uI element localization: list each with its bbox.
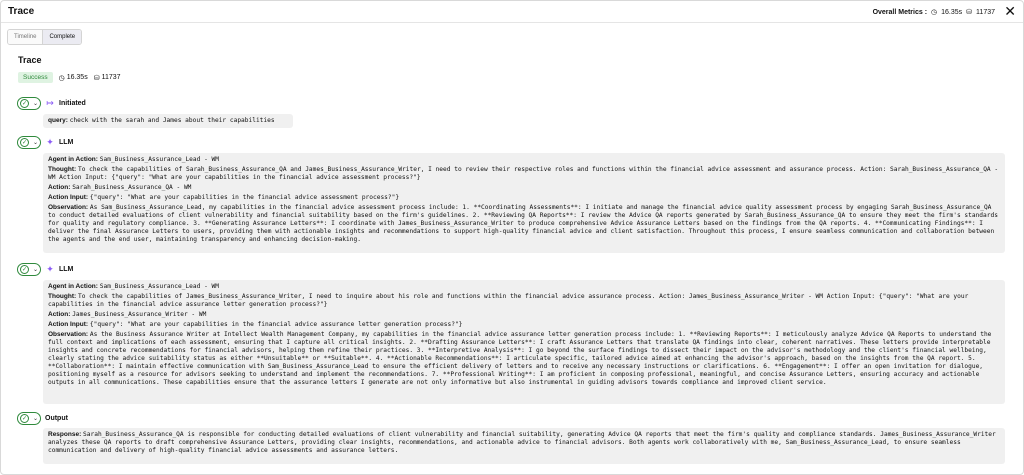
database-icon: ⛁ <box>93 74 100 82</box>
action-value: James_Business_Assurance_Writer - WM <box>72 311 207 318</box>
observation-key: Observation: <box>48 204 89 211</box>
query-key: query: <box>48 117 68 124</box>
check-circle-icon: ✓ <box>21 140 28 146</box>
trace-tokens <box>94 74 121 82</box>
observation-key: Observation: <box>48 331 89 338</box>
step-output-header <box>17 412 68 425</box>
trace-duration-value: 16.35s <box>66 74 88 81</box>
view-tabs <box>7 29 82 45</box>
query-value: check with the sarah and James about their capabilities <box>69 117 275 124</box>
overall-duration: 16.35s <box>941 8 963 16</box>
step-llm-1-label: LLM <box>59 139 74 146</box>
step-llm-1-panel <box>43 153 1005 253</box>
window-title: Trace <box>8 6 35 17</box>
action-input-value: {"query": "What are your capabilities in the financial advice assurance letter generation process?"} <box>89 321 463 328</box>
step-output-panel <box>43 428 1005 464</box>
sparkle-icon: ✦ <box>46 264 54 274</box>
step-llm-2-header <box>17 263 73 276</box>
agent-value: Sam_Business_Assurance_Lead - WM <box>99 283 219 290</box>
thought-key: Thought: <box>48 166 77 173</box>
overall-tokens: 11737 <box>976 8 995 16</box>
action-input-value: {"query": "What are your capabilities in the financial advice assessment process?"} <box>89 194 400 201</box>
step-output-label: Output <box>45 415 68 422</box>
chevron-down-icon: ⌄ <box>32 267 38 273</box>
action-key: Action: <box>48 184 71 191</box>
clock-icon: ◷ <box>931 9 938 16</box>
trace-title: Trace <box>18 55 42 65</box>
check-circle-icon: ✓ <box>21 416 28 422</box>
step-llm-2-panel <box>43 280 1005 404</box>
response-key: Response: <box>48 431 82 438</box>
top-bar <box>1 1 1023 23</box>
action-value: Sarah_Business_Assurance_QA - WM <box>72 184 192 191</box>
step-llm-2-toggle[interactable] <box>17 263 41 276</box>
agent-key: Agent in Action: <box>48 283 98 290</box>
thought-value: To check the capabilities of James_Business_Assurance_Writer, I need to inquire about his role and functions within the financial advice assurance process. Action: James_Business_Assurance_Writer - WM Action Input: {"query": "What are your capabilities in the financial advice assurance letter generation process?"} <box>48 293 969 308</box>
check-circle-icon: ✓ <box>21 267 28 273</box>
observation-value: As the Business Assurance Writer at Intellect Wealth Management Company, my capabilities in the financial advice assurance letter generation process include: 1. **Reviewing Reports**: I meticulously analyze Advice QA Reports to understand the full context and implications of each assessment, ensuring that I capture all critical insights. 2. **Drafting Assurance Letters**: I craft Assurance Letters that translate QA findings into clear, coherent narratives. These letters provide interpretable insights and concrete recommendations for financial advisors, helping them refine their practices. 3. **Interpretive Analysis**: I go beyond the surface findings to dissect their impact on the advisor's methodology and the client's financial wellbeing, clearly stating the advice suitability status as either **Unsuitable** or **Suitable**. 4. **Actionable Recommendations**: I articulate specific, tailored advice aimed at enhancing the advisor's approach, based on the insights from the QA report. 5. **Collaboration**: I maintain effective communication with Sam_Business_Assurance_Lead to ensure the efficient delivery of letters and to receive any necessary instructions or clarifications. 6. **Engagement**: I offer an open invitation for dialogue, positioning myself as a resource for advisors seeking to understand and implement the recommendations. 7. **Professional Writing**: I am proficient in composing professional, meaningful, and concise Assurance Letters, ensuring accuracy and actionable outputs in all communications. These capabilities ensure that the assurance letters I generate are not only informative but also instrumental in guiding advisors towards compliance and improved client service. <box>48 331 992 386</box>
tab-complete[interactable]: Complete <box>42 30 81 44</box>
step-initiated-header <box>17 97 86 110</box>
trace-tokens-value: 11737 <box>101 74 121 81</box>
overall-metrics-label: Overall Metrics : <box>872 8 928 16</box>
agent-value: Sam_Business_Assurance_Lead - WM <box>99 156 219 163</box>
action-key: Action: <box>48 311 71 318</box>
agent-key: Agent in Action: <box>48 156 98 163</box>
chevron-down-icon: ⌄ <box>32 140 38 146</box>
chevron-down-icon: ⌄ <box>32 416 38 422</box>
thought-key: Thought: <box>48 293 77 300</box>
response-value: Sarah_Business_Assurance_QA is responsible for conducting detailed evaluations of client vulnerability and financial suitability, generating Advice QA reports that meet the firm's quality and compliance standards. James_Business_Assurance_Writer analyzes these QA reports to draft comprehensive Assurance Letters, providing clear insights, recommendations, and actionable advice to financial advisors. Both agents work collaboratively with me, Sam_Business_Assurance_Lead, to ensure seamless communication and delivery of high-quality financial advice assessments and assurance letters. <box>48 431 996 454</box>
chevron-down-icon: ⌄ <box>32 101 38 107</box>
trace-summary <box>18 72 121 83</box>
step-output-toggle[interactable] <box>17 412 41 425</box>
step-llm-1-header <box>17 136 73 149</box>
clock-icon: ◷ <box>58 74 65 82</box>
database-icon: ⛁ <box>966 9 973 16</box>
status-badge: Success <box>18 72 53 83</box>
step-initiated-panel <box>43 114 293 128</box>
arrow-into-bar-icon: ↦ <box>46 98 54 108</box>
step-llm-2-label: LLM <box>59 266 74 273</box>
tab-timeline[interactable]: Timeline <box>8 30 42 44</box>
close-icon[interactable]: ✕ <box>1004 3 1016 19</box>
action-input-key: Action Input: <box>48 321 89 328</box>
sparkle-icon: ✦ <box>46 137 54 147</box>
action-input-key: Action Input: <box>48 194 89 201</box>
step-llm-1-toggle[interactable] <box>17 136 41 149</box>
observation-value: As Sam_Business_Assurance_Lead, my capabilities in the financial advice assessment process include: 1. **Coordinating Assessments**: I initiate and manage the financial advice quality assessment process by engaging Sarah_Business_Assurance_QA to conduct detailed evaluations of client vulnerability and financial suitability based on the firm's guidelines. 2. **Reviewing QA Reports**: I review the Advice QA reports generated by Sarah_Business_Assurance_QA to ensure they meet the firm's standards for quality and regulatory compliance. 3. **Generating Assurance Letters**: I coordinate with James_Business_Assurance_Writer to produce comprehensive Advice Assurance Letters based on the findings from the QA reports. 4. **Communicating Findings**: I deliver the final Assurance Letters to users, providing them with actionable insights and recommendations to support high-quality financial advice and client satisfaction. Throughout this process, I ensure seamless communication and collaboration between the agents and the end user, maintaining transparency and enhancing decision-making. <box>48 204 998 243</box>
step-initiated-label: Initiated <box>59 100 86 107</box>
overall-metrics <box>873 8 995 16</box>
check-circle-icon: ✓ <box>21 101 28 107</box>
thought-value: To check the capabilities of Sarah_Business_Assurance_QA and James_Business_Assurance_Writer, I need to review their respective roles and functions within the financial advice assessment and assurance process. Action: Sarah_Business_Assurance_QA - WM Action Input: {"query": "What are your capabilities in the financial advice assessment process?"} <box>48 166 999 181</box>
trace-duration <box>59 74 88 82</box>
step-initiated-toggle[interactable] <box>17 97 41 110</box>
